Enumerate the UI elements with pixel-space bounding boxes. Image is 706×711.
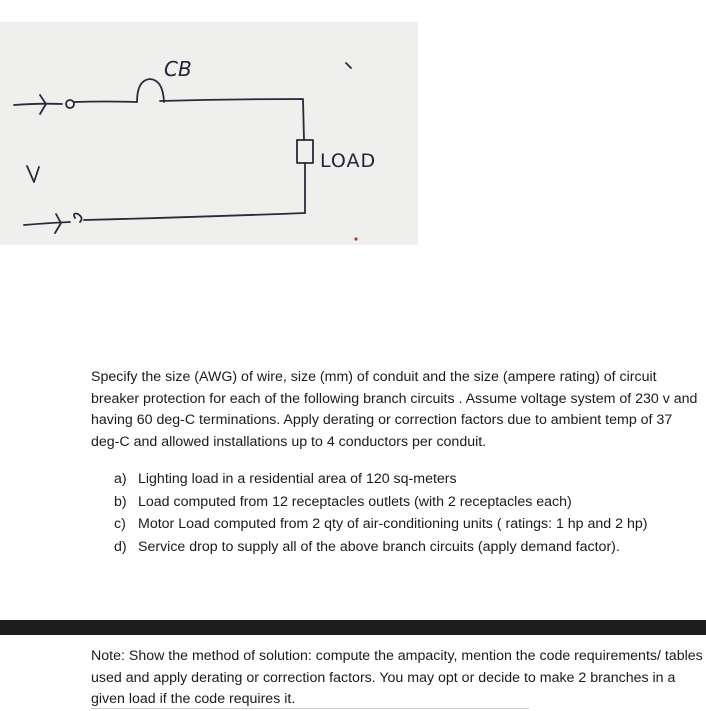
item-marker: c) [114,516,126,533]
bottom-wire [84,213,305,220]
breaker-symbol [137,79,164,102]
bottom-terminal [74,214,82,223]
load-label: LOAD [320,150,377,172]
source-label: V [25,166,38,187]
list-item [114,536,704,559]
list-item [114,468,704,491]
circuit-diagram [0,22,418,245]
item-text: Load computed from 12 receptacles outlets (with 2 receptacles each) [138,493,572,510]
section-divider-bar [0,620,706,635]
load-box [297,140,313,163]
voltage-mark [27,166,39,182]
item-marker: d) [114,538,127,555]
wire-to-breaker [74,102,137,103]
pen-tick [346,63,351,68]
breaker-label: CB [164,57,192,81]
note-underline [91,708,529,709]
list-item [114,513,704,536]
item-marker: a) [114,471,127,487]
top-terminal [66,100,74,108]
red-dot [354,237,357,240]
question-parts-list [114,468,704,558]
circuit-sketch-photo [0,22,418,245]
bottom-input-lead [24,222,70,225]
solution-note: Note: Show the method of solution: compute the ampacity, mention the code requirements/ tables used and apply derating or correction factors. You may opt or decide to make 2 branches in a given load if the code requires it. [91,648,703,708]
top-wire [160,99,304,140]
item-marker: b) [114,493,127,510]
item-text: Lighting load in a residential area of 120 sq-meters [138,471,457,487]
item-text: Service drop to supply all of the above branch circuits (apply demand factor). [138,538,620,555]
item-text: Motor Load computed from 2 qty of air-conditioning units ( ratings: 1 hp and 2 hp) [138,516,648,533]
question-prompt: Specify the size (AWG) of wire, size (mm) of conduit and the size (ampere rating) of circuit breaker protection for each of the following branch circuits . Assume voltage system of 230 v and having 60 deg-C terminations. Apply derating or correction factors due to ambient temp of 37 deg-C and allowed installations up to 4 conductors per conduit. [91,369,698,450]
top-input-lead [14,104,62,105]
list-item [114,491,704,514]
